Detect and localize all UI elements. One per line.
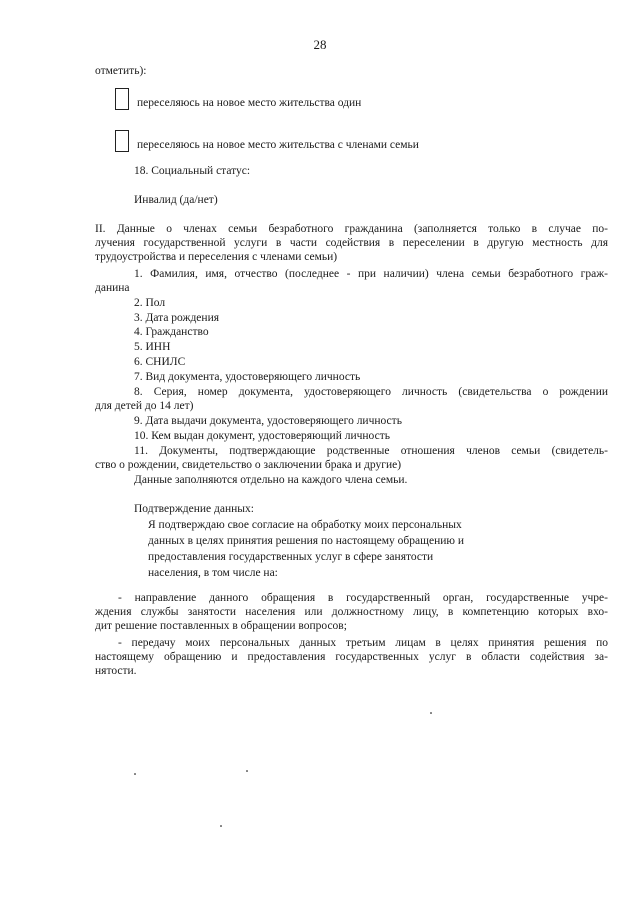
scan-speck: [246, 770, 248, 772]
family-item-7: 7. Вид документа, удостоверяющего личность: [134, 371, 361, 383]
consent-line-4: населения, в том числе на:: [148, 567, 278, 579]
family-item-10: 10. Кем выдан документ, удостоверяющий личность: [134, 430, 390, 442]
consent-line-3: предоставления государственных услуг в сфере занятости: [148, 551, 434, 563]
family-item-8-line-2: для детей до 14 лет): [95, 400, 194, 412]
section-2-line-2: лучения государственной услуги в части содействия в переселении в другую местность для: [95, 237, 608, 249]
family-data-note: Данные заполняются отдельно на каждого члена семьи.: [134, 474, 408, 486]
checkbox-relocate-alone[interactable]: [115, 88, 129, 110]
family-item-4: 4. Гражданство: [134, 326, 209, 338]
family-item-3: 3. Дата рождения: [134, 312, 220, 324]
consent-bullet-1-line-3: дит решение поставленных в обращении вопросов;: [95, 620, 347, 632]
page-number: 28: [313, 37, 327, 52]
family-item-2: 2. Пол: [134, 297, 166, 309]
family-item-9: 9. Дата выдачи документа, удостоверяющего личность: [134, 415, 402, 427]
checkbox-relocate-alone-label: переселяюсь на новое место жительства один: [137, 97, 362, 109]
family-item-1-line-1: 1. Фамилия, имя, отчество (последнее - при наличии) члена семьи безработного граж-: [134, 268, 608, 280]
consent-bullet-2-line-3: нятости.: [95, 665, 137, 677]
checkbox-relocate-with-family[interactable]: [115, 130, 129, 152]
family-item-1-line-2: данина: [95, 282, 130, 294]
consent-bullet-1-line-1: - направление данного обращения в государственный орган, государственные учре-: [118, 592, 608, 604]
family-item-11-line-2: ство о рождении, свидетельство о заключении брака и другие): [95, 459, 402, 471]
section-2-line-1: II. Данные о членах семьи безработного гражданина (заполняется только в случае по-: [95, 223, 608, 235]
consent-line-1: Я подтверждаю свое согласие на обработку моих персональных: [148, 519, 462, 531]
consent-bullet-1-line-2: ждения службы занятости населения или должностному лицу, в компетенцию которых вхо-: [95, 606, 608, 618]
intro-text: отметить):: [95, 65, 147, 77]
scan-speck: [220, 825, 222, 827]
social-status-heading: 18. Социальный статус:: [134, 165, 251, 177]
checkbox-relocate-with-family-label: переселяюсь на новое место жительства с членами семьи: [137, 139, 419, 151]
family-item-8-line-1: 8. Серия, номер документа, удостоверяющего личность (свидетельства о рождении: [134, 386, 608, 398]
consent-line-2: данных в целях принятия решения по настоящему обращению и: [148, 535, 465, 547]
disabled-status-field: Инвалид (да/нет): [134, 194, 218, 206]
family-item-5: 5. ИНН: [134, 341, 171, 353]
section-2-line-3: трудоустройства и переселения с членами семьи): [95, 251, 338, 263]
family-item-11-line-1: 11. Документы, подтверждающие родственные отношения членов семьи (свидетель-: [134, 445, 608, 457]
family-item-6: 6. СНИЛС: [134, 356, 186, 368]
consent-bullet-2-line-1: - передачу моих персональных данных третьим лицам в целях принятия решения по: [118, 637, 608, 649]
consent-bullet-2-line-2: настоящему обращению и предоставления государственных услуг в области содействия за-: [95, 651, 608, 663]
scan-speck: [134, 773, 136, 775]
scan-speck: [430, 712, 432, 714]
confirmation-heading: Подтверждение данных:: [134, 503, 254, 515]
